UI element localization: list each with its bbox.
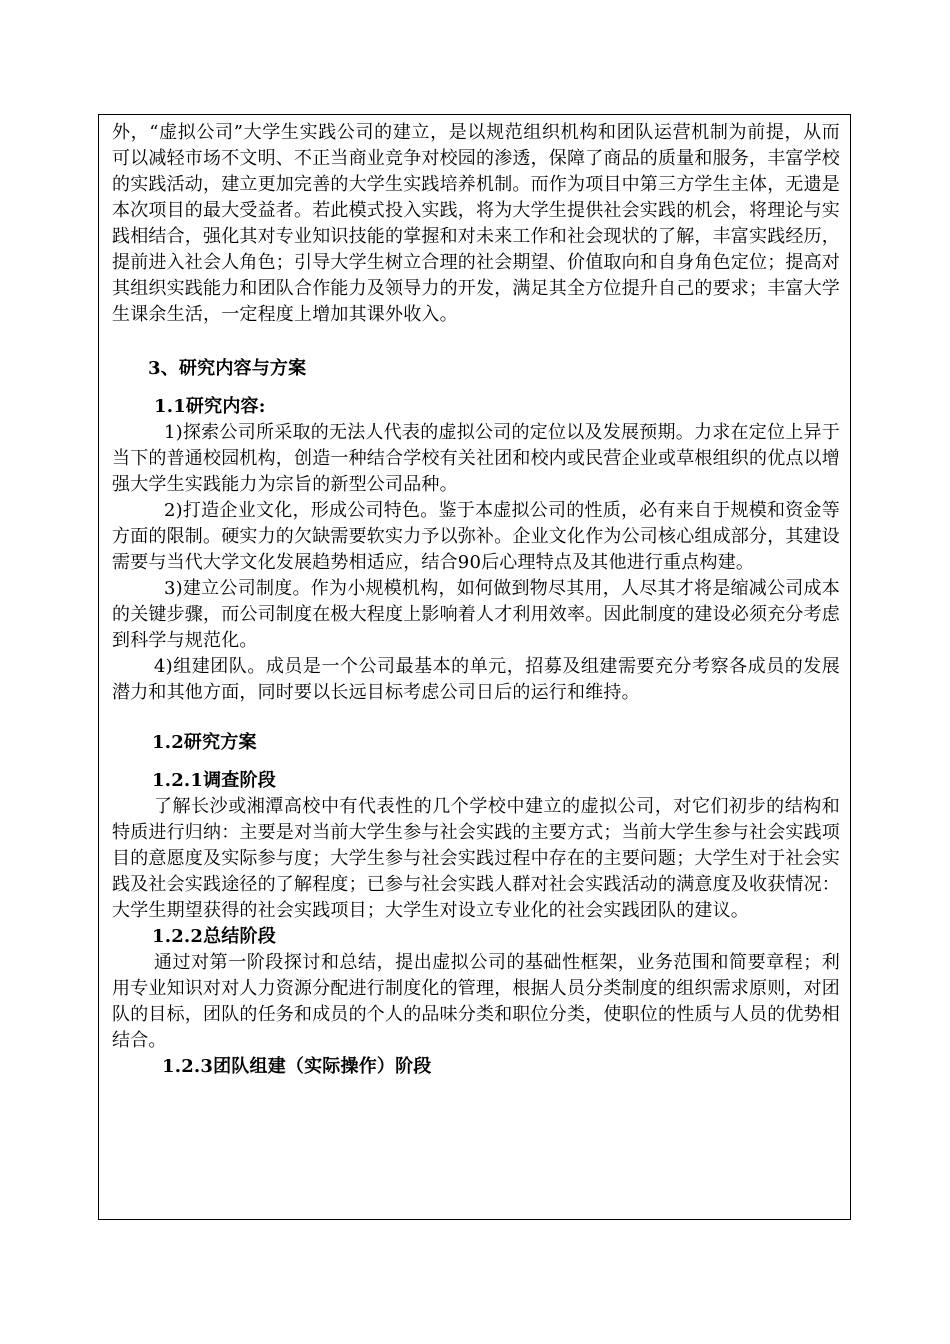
section-1-2-heading: 1.2研究方案 — [152, 732, 257, 753]
section-1-2-2-heading: 1.2.2总结阶段 — [152, 926, 276, 947]
intro-paragraph: 外，“虚拟公司”大学生实践公司的建立，是以规范组织机构和团队运营机制为前提，从而可以减轻市场不文明、不正当商业竞争对校园的渗透，保障了商品的质量和服务，丰富学校的实践活动，建立更加完善的大学生实践培养机制。而作为项目中第三方学生主体，无遗是本次项目的最大受益者。若此模式投入实践，将为大学生提供社会实践的机会，将理论与实践相结合，强化其对专业知识技能的掌握和对未来工作和社会现状的了解，丰富实践经历，提前进入社会人角色；引导大学生树立合理的社会期望、价值取向和自身角色定位；提高对其组织实践能力和团队合作能力及领导力的开发，满足其全方位提升自己的要求；丰富大学生课余生活，一定程度上增加其课外收入。 — [112, 122, 840, 325]
research-item-4: 4)组建团队。成员是一个公司最基本的单元，招募及组建需要充分考察各成员的发展潜力和其他方面，同时要以长远目标考虑公司日后的运行和维持。 — [112, 656, 840, 703]
section-1-2-3-heading: 1.2.3团队组建（实际操作）阶段 — [162, 1056, 432, 1077]
survey-stage-text: 了解长沙或湘潭高校中有代表性的几个学校中建立的虚拟公司，对它们初步的结构和特质进行归纳：主要是对当前大学生参与社会实践的主要方式；当前大学生参与社会实践项目的意愿度及实际参与度；大学生参与社会实践过程中存在的主要问题；大学生对于社会实践及社会实践途径的了解程度；已参与社会实践人群对社会实践活动的满意度及收获情况：大学生期望获得的社会实践项目；大学生对设立专业化的社会实践团队的建议。 — [112, 796, 840, 921]
section-1-2-1-heading: 1.2.1调查阶段 — [152, 770, 276, 791]
research-item-2: 2)打造企业文化，形成公司特色。鉴于本虚拟公司的性质，必有来自于规模和资金等方面的限制。硬实力的欠缺需要软实力予以弥补。企业文化作为公司核心组成部分，其建设需要与当代大学文化发展趋势相适应，结合90后心理特点及其他进行重点构建。 — [112, 500, 840, 573]
research-item-1: 1)探索公司所采取的无法人代表的虚拟公司的定位以及发展预期。力求在定位上异于当下的普通校园机构，创造一种结合学校有关社团和校内或民营企业或草根组织的优点以增强大学生实践能力为宗旨的新型公司品种。 — [112, 422, 840, 495]
document-body — [112, 120, 840, 1080]
research-item-3: 3)建立公司制度。作为小规模机构，如何做到物尽其用，人尽其才将是缩减公司成本的关键步骤，而公司制度在极大程度上影响着人才利用效率。因此制度的建设必须充分考虑到科学与规范化。 — [112, 578, 840, 651]
section-3-heading: 3、研究内容与方案 — [148, 358, 307, 379]
section-1-1-heading: 1.1研究内容: — [154, 396, 266, 417]
summary-stage-text: 通过对第一阶段探讨和总结，提出虚拟公司的基础性框架，业务范围和简要章程；利用专业知识对对人力资源分配进行制度化的管理，根据人员分类制度的组织需求原则，对团队的目标，团队的任务和成员的个人的品味分类和职位分类，使职位的性质与人员的优势相结合。 — [112, 952, 840, 1051]
